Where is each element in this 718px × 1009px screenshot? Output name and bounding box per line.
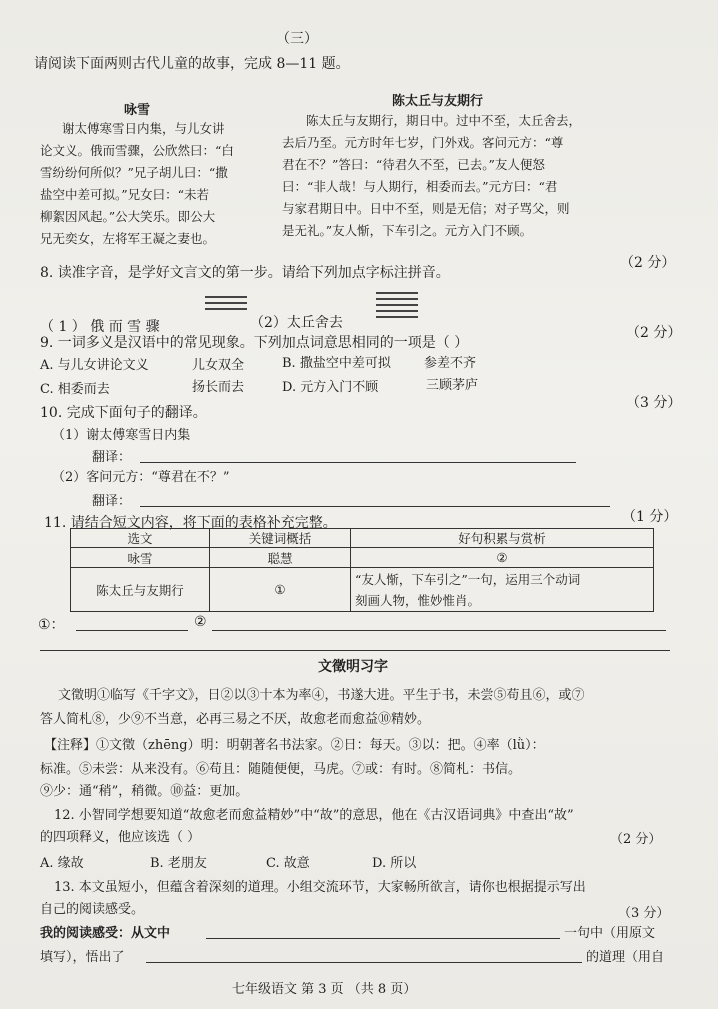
- story2-line: 是无礼。”友人惭，下车引之。元方入门不顾。: [282, 223, 533, 238]
- table-header-cell: 选文: [71, 529, 210, 548]
- table-cell: 咏雪: [71, 548, 210, 568]
- q13-answer-line-1[interactable]: [206, 924, 560, 939]
- story2-line: 曰：“非人哉！与人期行，相委而去。”元方曰：“君: [282, 179, 558, 194]
- q10-answer-line-2[interactable]: [140, 492, 610, 507]
- passage3-line2: 答人简札⑧，少⑨不当意，必再三易之不厌，故愈老而愈益⑩精妙。: [40, 712, 431, 727]
- table-cell: [351, 568, 654, 612]
- q9-score: （2 分）: [626, 325, 682, 341]
- q12-score: （2 分）: [610, 832, 662, 847]
- table-cell-line: 刻画人物，惟妙惟肖。: [355, 592, 481, 608]
- story1-line: 雪纷纷何所似？”兄子胡儿曰：“撒: [40, 165, 228, 180]
- story2-line: 君在不？”答曰：“待君久不至，已去。”友人便怒: [282, 157, 545, 172]
- table-cell-answer[interactable]: ①: [210, 568, 351, 612]
- q13-score: （3 分）: [618, 906, 670, 921]
- story2-line: 陈太丘与友期行，期日中。过中不至，太丘舍去，: [306, 113, 582, 128]
- passage3-title: 文徵明习字: [318, 659, 388, 675]
- q9-option-a-compare: 儿女双全: [192, 358, 245, 373]
- story1-line: 论文义。俄而雪骤，公欣然曰：“白: [40, 143, 234, 158]
- q11-text: 11. 请结合短文内容，将下面的表格补充完整。: [44, 515, 337, 531]
- q9-option-c-compare: 扬长而去: [192, 380, 245, 395]
- story2-line: 与家君期日中。日中不至，则是无信；对子骂父，则: [282, 201, 570, 216]
- q13-fill-label: 填写），悟出了: [40, 950, 125, 965]
- q8-item2: （2）太丘舍去: [250, 315, 343, 331]
- reading-intro: 请阅读下面两则古代儿童的故事，完成 8—11 题。: [34, 56, 350, 72]
- table-header-row: [71, 529, 654, 548]
- story2-text: [282, 110, 622, 242]
- story2-line: 去后乃至。元方时年七岁，门外戏。客问元方：“尊: [282, 135, 564, 150]
- q13-prompt-label: 我的阅读感受：从文中: [40, 926, 171, 941]
- passage3-note1: 【注释】①文徵（zhēng）明：明朝著名书法家。②日：每天。③以：把。④率（lǜ）：: [44, 738, 545, 753]
- q9-option-b[interactable]: B. 撒盐空中差可拟: [282, 356, 391, 371]
- pinyin-answer-lines-2[interactable]: [376, 292, 418, 322]
- q11-answer-line-2[interactable]: [212, 616, 666, 631]
- table-cell: 聪慧: [210, 548, 351, 568]
- table-cell: 陈太丘与友期行: [71, 568, 210, 612]
- story2-title: 陈太丘与友期行: [392, 94, 484, 109]
- q12-option-b[interactable]: B. 老朋友: [150, 856, 207, 871]
- q9-option-d[interactable]: D. 元方入门不顾: [282, 380, 379, 395]
- table-cell-answer[interactable]: ②: [351, 548, 654, 568]
- q11-table: [70, 528, 654, 612]
- q8-item1: （ 1 ） 俄 而 雪 骤: [40, 319, 160, 335]
- q12-line1: 12. 小智同学想要知道“故愈老而愈益精妙”中“故”的意思，他在《古汉语词典》中查出“故”: [54, 808, 574, 823]
- q10-translate-label-2: 翻译：: [92, 494, 132, 509]
- section-divider: [40, 650, 670, 651]
- q10-sentence2: （2）客问元方：“尊君在不？”: [52, 470, 230, 485]
- table-cell-line: “友人惭，下车引之”一句，运用三个动词: [355, 571, 581, 587]
- q13-line1: 13. 本文虽短小，但蕴含着深刻的道理。小组交流环节，大家畅所欲言，请你也根据提示写出: [54, 880, 586, 895]
- q10-text: 10. 完成下面句子的翻译。: [40, 405, 207, 421]
- q12-option-a[interactable]: A. 缘故: [40, 856, 84, 871]
- q8-score: （2 分）: [620, 255, 676, 271]
- passage3-line1: 文徵明①临写《千字文》，日②以③十本为率④，书遂大进。平生于书，未尝⑤苟且⑥，或⑦: [58, 688, 585, 703]
- q9-option-d-compare: 三顾茅庐: [426, 378, 479, 393]
- passage3-note2: 标准。⑤未尝：从来没有。⑥苟且：随随便便，马虎。⑦或：有时。⑧简札：书信。: [40, 762, 522, 777]
- q11-blank1-label: ①：: [38, 617, 65, 633]
- q12-line2: 的四项释义，他应该选（ ）: [40, 830, 201, 845]
- story1-line: 兄无奕女，左将军王凝之妻也。: [40, 231, 216, 246]
- q13-mid-text-2: 的道理（用自: [586, 950, 665, 965]
- table-row: [71, 568, 654, 612]
- story1-line: 柳絮因风起。”公大笑乐。即公大: [40, 209, 216, 224]
- q10-score: （3 分）: [626, 395, 682, 411]
- page-footer: 七年级语文 第 3 页 （共 8 页）: [232, 982, 417, 997]
- story1-title: 咏雪: [124, 103, 151, 118]
- table-header-cell: 好句积累与赏析: [351, 529, 654, 548]
- q13-line2: 自己的阅读感受。: [40, 902, 145, 917]
- q9-option-c[interactable]: C. 相委而去: [40, 382, 110, 397]
- table-row: [71, 548, 654, 568]
- story1-line: 盐空中差可拟。”兄女曰：“未若: [40, 187, 210, 202]
- q13-answer-line-2[interactable]: [146, 948, 582, 963]
- pinyin-answer-lines-1[interactable]: [205, 296, 247, 314]
- q8-text: 8. 读准字音，是学好文言文的第一步。请给下列加点字标注拼音。: [40, 265, 450, 281]
- q12-option-c[interactable]: C. 故意: [266, 856, 310, 871]
- q10-sentence1: （1）谢太傅寒雪日内集: [52, 428, 191, 443]
- story1-line: 谢太傅寒雪日内集，与儿女讲: [62, 121, 225, 136]
- q9-text: 9. 一词多义是汉语中的常见现象。下列加点词意思相同的一项是（ ）: [40, 335, 469, 351]
- q9-option-b-compare: 参差不齐: [424, 356, 477, 371]
- q13-mid-text-1: 一句中（用原文: [564, 926, 656, 941]
- q9-option-a[interactable]: A. 与儿女讲论文义: [40, 358, 149, 373]
- story1-text: [40, 118, 270, 250]
- q12-option-d[interactable]: D. 所以: [372, 856, 417, 871]
- q11-score: （1 分）: [622, 509, 678, 525]
- q11-blank2-label: ②: [194, 614, 207, 630]
- table-header-cell: 关键词概括: [210, 529, 351, 548]
- q11-answer-line-1[interactable]: [76, 616, 188, 631]
- passage3-note3: ⑨少：通“稍”，稍微。⑩益：更加。: [40, 784, 249, 799]
- q10-answer-line-1[interactable]: [140, 448, 576, 463]
- q10-translate-label-1: 翻译：: [92, 450, 132, 465]
- section-heading: （三）: [276, 31, 318, 47]
